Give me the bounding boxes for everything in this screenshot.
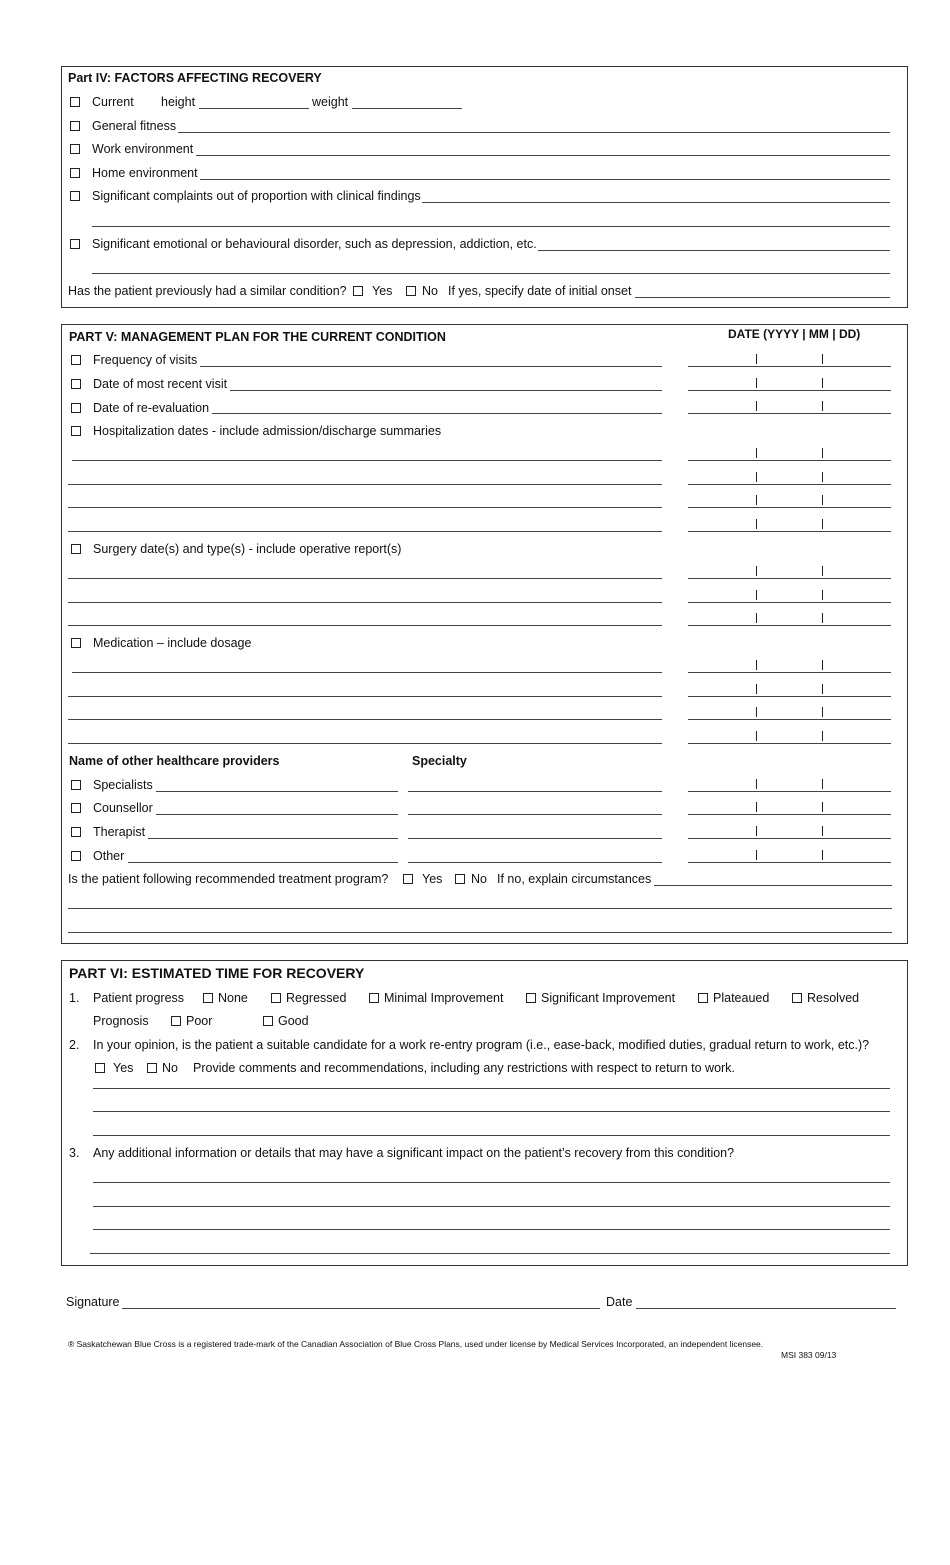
date-column-header: DATE (YYYY | MM | DD): [728, 327, 861, 341]
hospitalization-line[interactable]: [72, 460, 662, 461]
signature-label: Signature: [66, 1295, 120, 1309]
date-slot-divider: [822, 566, 823, 576]
reevaluation-label: Date of re-evaluation: [93, 401, 210, 415]
medication-line[interactable]: [72, 672, 662, 673]
date-slot-divider: [756, 519, 757, 529]
date-slot-line[interactable]: [688, 814, 891, 815]
date-label: Date: [606, 1295, 633, 1309]
trademark-notice: ® Saskatchewan Blue Cross is a registered trade-mark of the Canadian Association of Blue Cross Plans, used under license by Medical Services Incorporated, an independent licensee.: [68, 1339, 764, 1349]
general-fitness-checkbox[interactable]: [70, 121, 80, 131]
prognosis-good-checkbox[interactable]: [263, 1016, 273, 1026]
q3-text: Any additional information or details that may have a significant impact on the patient’s recovery from this condition?: [93, 1146, 735, 1160]
counsellor-checkbox[interactable]: [71, 803, 81, 813]
date-slot-divider: [756, 613, 757, 623]
frequency-label: Frequency of visits: [93, 353, 198, 367]
date-slot-divider: [822, 707, 823, 717]
date-slot-divider: [756, 472, 757, 482]
date-slot-divider: [822, 613, 823, 623]
counsellor-name-field[interactable]: [156, 814, 398, 815]
date-slot-divider: [756, 590, 757, 600]
following-label: Is the patient following recommended treatment program?: [68, 872, 389, 886]
date-slot-line[interactable]: [688, 696, 891, 697]
following-no-label: No: [471, 872, 487, 886]
complaints-field[interactable]: [422, 202, 890, 203]
part-vi-section: [61, 960, 908, 1266]
part-vi-title: PART VI: ESTIMATED TIME FOR RECOVERY: [69, 965, 365, 981]
recent-visit-checkbox[interactable]: [71, 379, 81, 389]
prognosis-good-label: Good: [278, 1014, 309, 1028]
date-slot-divider: [822, 519, 823, 529]
home-environment-checkbox[interactable]: [70, 168, 80, 178]
date-slot-divider: [756, 684, 757, 694]
specialists-name-field[interactable]: [156, 791, 398, 792]
medication-line[interactable]: [68, 743, 662, 744]
q2-no-label: No: [162, 1061, 178, 1075]
date-slot-line[interactable]: [688, 460, 891, 461]
date-slot-divider: [822, 731, 823, 741]
progress-regressed-label: Regressed: [286, 991, 347, 1005]
date-slot-divider: [822, 354, 823, 364]
progress-plateaued-label: Plateaued: [713, 991, 770, 1005]
q2-number: 2.: [69, 1038, 80, 1052]
q2-comments-line[interactable]: [93, 1088, 890, 1089]
frequency-field[interactable]: [200, 366, 662, 367]
surgery-checkbox[interactable]: [71, 544, 81, 554]
date-slot-divider: [756, 354, 757, 364]
general-fitness-label: General fitness: [92, 119, 177, 133]
general-fitness-field[interactable]: [178, 132, 890, 133]
date-slot-divider: [756, 731, 757, 741]
medication-line[interactable]: [68, 719, 662, 720]
date-slot-divider: [822, 802, 823, 812]
q3-line[interactable]: [93, 1206, 890, 1207]
other-specialty-field[interactable]: [408, 862, 662, 863]
q2-yes-label: Yes: [113, 1061, 134, 1075]
date-slot-divider: [756, 495, 757, 505]
progress-resolved-checkbox[interactable]: [792, 993, 802, 1003]
weight-label: weight: [312, 95, 349, 109]
date-slot-line[interactable]: [688, 531, 891, 532]
counsellor-label: Counsellor: [93, 801, 153, 815]
medication-line[interactable]: [68, 696, 662, 697]
date-slot-divider: [756, 448, 757, 458]
surgery-line[interactable]: [68, 602, 662, 603]
date-slot-divider: [822, 378, 823, 388]
specialists-label: Specialists: [93, 778, 153, 792]
weight-field[interactable]: [352, 108, 462, 109]
progress-significant-label: Significant Improvement: [541, 991, 676, 1005]
therapist-name-field[interactable]: [148, 838, 398, 839]
work-environment-checkbox[interactable]: [70, 144, 80, 154]
medication-label: Medication – include dosage: [93, 636, 252, 650]
q3-line[interactable]: [93, 1182, 890, 1183]
date-slot-line[interactable]: [688, 507, 891, 508]
prognosis-label: Prognosis: [93, 1014, 149, 1028]
height-label: height: [161, 95, 196, 109]
onset-label: If yes, specify date of initial onset: [448, 284, 632, 298]
hospitalization-line[interactable]: [68, 507, 662, 508]
hospitalization-line[interactable]: [68, 531, 662, 532]
date-slot-divider: [756, 802, 757, 812]
specialty-header: Specialty: [412, 754, 467, 768]
prognosis-poor-checkbox[interactable]: [171, 1016, 181, 1026]
progress-plateaued-checkbox[interactable]: [698, 993, 708, 1003]
date-slot-line[interactable]: [688, 366, 891, 367]
date-slot-line[interactable]: [688, 743, 891, 744]
similar-yes-checkbox[interactable]: [353, 286, 363, 296]
progress-resolved-label: Resolved: [807, 991, 860, 1005]
progress-regressed-checkbox[interactable]: [271, 993, 281, 1003]
date-slot-divider: [756, 826, 757, 836]
similar-no-checkbox[interactable]: [406, 286, 416, 296]
recent-visit-field[interactable]: [230, 390, 662, 391]
q2-comments-line[interactable]: [93, 1111, 890, 1112]
date-slot-divider: [822, 826, 823, 836]
q2-yes-checkbox[interactable]: [95, 1063, 105, 1073]
surgery-line[interactable]: [68, 625, 662, 626]
explain-line[interactable]: [68, 908, 892, 909]
current-label: Current: [92, 95, 134, 109]
height-field[interactable]: [199, 108, 309, 109]
q1-number: 1.: [69, 991, 80, 1005]
date-slot-divider: [822, 660, 823, 670]
date-slot-divider: [822, 401, 823, 411]
reevaluation-field[interactable]: [212, 413, 662, 414]
date-slot-divider: [756, 401, 757, 411]
signature-field[interactable]: [122, 1308, 600, 1309]
date-slot-line[interactable]: [688, 672, 891, 673]
date-slot-divider: [822, 684, 823, 694]
counsellor-specialty-field[interactable]: [408, 814, 662, 815]
following-yes-checkbox[interactable]: [403, 874, 413, 884]
progress-minimal-label: Minimal Improvement: [384, 991, 504, 1005]
part-iv-title: Part IV: FACTORS AFFECTING RECOVERY: [68, 71, 322, 85]
home-environment-label: Home environment: [92, 166, 198, 180]
hospitalization-checkbox[interactable]: [71, 426, 81, 436]
date-slot-line[interactable]: [688, 484, 891, 485]
providers-header: Name of other healthcare providers: [69, 754, 280, 768]
therapist-checkbox[interactable]: [71, 827, 81, 837]
specialists-checkbox[interactable]: [71, 780, 81, 790]
date-slot-divider: [822, 590, 823, 600]
q3-line[interactable]: [93, 1229, 890, 1230]
home-environment-field[interactable]: [200, 179, 890, 180]
date-slot-divider: [756, 779, 757, 789]
date-slot-divider: [756, 707, 757, 717]
date-slot-divider: [756, 660, 757, 670]
complaints-checkbox[interactable]: [70, 191, 80, 201]
date-slot-line[interactable]: [688, 791, 891, 792]
q3-number: 3.: [69, 1146, 80, 1160]
other-label: Other: [93, 849, 125, 863]
recent-visit-label: Date of most recent visit: [93, 377, 228, 391]
date-slot-line[interactable]: [688, 578, 891, 579]
current-checkbox[interactable]: [70, 97, 80, 107]
following-yes-label: Yes: [422, 872, 443, 886]
date-slot-divider: [756, 566, 757, 576]
date-slot-divider: [822, 850, 823, 860]
q2-comments-line[interactable]: [93, 1135, 890, 1136]
date-slot-line[interactable]: [688, 390, 891, 391]
date-slot-line[interactable]: [688, 413, 891, 414]
date-slot-divider: [822, 779, 823, 789]
date-slot-divider: [822, 495, 823, 505]
q3-line[interactable]: [90, 1253, 890, 1254]
date-slot-line[interactable]: [688, 602, 891, 603]
similar-condition-label: Has the patient previously had a similar condition?: [68, 284, 347, 298]
date-slot-line[interactable]: [688, 862, 891, 863]
reevaluation-checkbox[interactable]: [71, 403, 81, 413]
date-slot-line[interactable]: [688, 719, 891, 720]
similar-no-label: No: [422, 284, 438, 298]
work-environment-label: Work environment: [92, 142, 194, 156]
surgery-line[interactable]: [68, 578, 662, 579]
q2-comments-label: Provide comments and recommendations, including any restrictions with respect to return to work.: [193, 1061, 735, 1075]
date-slot-divider: [756, 850, 757, 860]
date-slot-divider: [822, 472, 823, 482]
specialists-specialty-field[interactable]: [408, 791, 662, 792]
hospitalization-line[interactable]: [68, 484, 662, 485]
date-slot-line[interactable]: [688, 838, 891, 839]
explain-field[interactable]: [654, 885, 892, 886]
emotional-label: Significant emotional or behavioural disorder, such as depression, addiction, etc.: [92, 237, 537, 251]
frequency-checkbox[interactable]: [71, 355, 81, 365]
emotional-field-line-2[interactable]: [92, 273, 890, 274]
medication-checkbox[interactable]: [71, 638, 81, 648]
similar-yes-label: Yes: [372, 284, 393, 298]
progress-none-label: None: [218, 991, 248, 1005]
therapist-specialty-field[interactable]: [408, 838, 662, 839]
explain-label: If no, explain circumstances: [497, 872, 652, 886]
therapist-label: Therapist: [93, 825, 146, 839]
part-v-title: PART V: MANAGEMENT PLAN FOR THE CURRENT CONDITION: [69, 330, 446, 344]
surgery-label: Surgery date(s) and type(s) - include operative report(s): [93, 542, 402, 556]
emotional-checkbox[interactable]: [70, 239, 80, 249]
progress-none-checkbox[interactable]: [203, 993, 213, 1003]
explain-line[interactable]: [68, 932, 892, 933]
progress-minimal-checkbox[interactable]: [369, 993, 379, 1003]
emotional-field[interactable]: [538, 250, 890, 251]
other-checkbox[interactable]: [71, 851, 81, 861]
prognosis-poor-label: Poor: [186, 1014, 213, 1028]
signature-date-field[interactable]: [636, 1308, 896, 1309]
progress-significant-checkbox[interactable]: [526, 993, 536, 1003]
progress-label: Patient progress: [93, 991, 185, 1005]
q2-no-checkbox[interactable]: [147, 1063, 157, 1073]
part-v-section: [61, 324, 908, 944]
date-slot-divider: [756, 378, 757, 388]
onset-field[interactable]: [635, 297, 890, 298]
q2-text: In your opinion, is the patient a suitable candidate for a work re-entry program (i.e., ease-back, modified duties, gradual return to work, etc.)?: [93, 1038, 870, 1052]
date-slot-line[interactable]: [688, 625, 891, 626]
complaints-label: Significant complaints out of proportion with clinical findings: [92, 189, 421, 203]
other-name-field[interactable]: [128, 862, 398, 863]
work-environment-field[interactable]: [196, 155, 890, 156]
complaints-field-line-2[interactable]: [92, 226, 890, 227]
form-code: MSI 383 09/13: [781, 1350, 837, 1360]
hospitalization-label: Hospitalization dates - include admission/discharge summaries: [93, 424, 442, 438]
date-slot-divider: [822, 448, 823, 458]
following-no-checkbox[interactable]: [455, 874, 465, 884]
